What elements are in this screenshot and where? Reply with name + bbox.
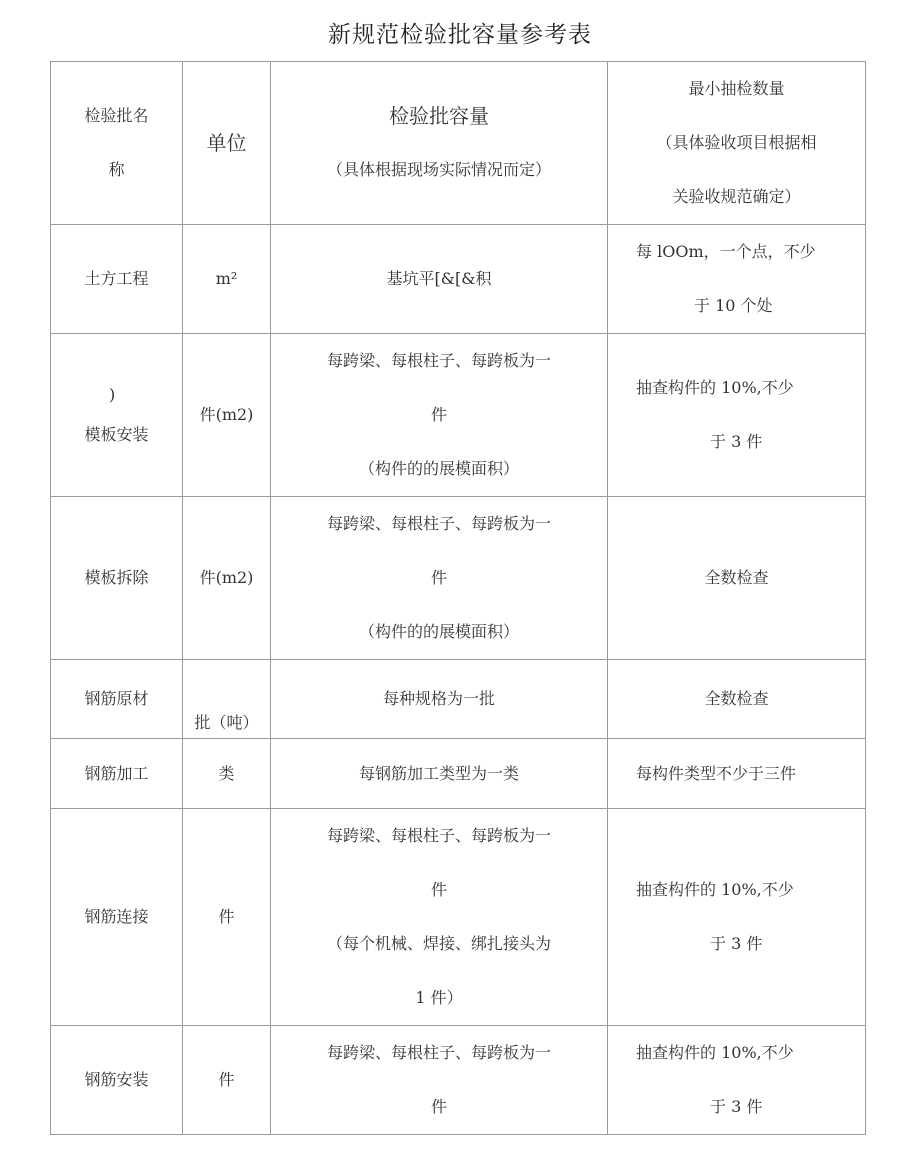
row-capacity-line: 每种规格为一批 [382, 689, 495, 708]
row-sample-line: 于 10 个处 [694, 296, 773, 315]
table-row [51, 1026, 866, 1135]
row-sample-cell [608, 497, 866, 660]
row-capacity-line: 每跨梁、每根柱子、每跨板为一 [326, 826, 551, 845]
row-sample-cell [608, 660, 866, 739]
row-unit-cell: 件(m2) [183, 334, 271, 497]
row-sample-line: 抽查构件的 10%,不少 [636, 880, 794, 899]
row-capacity-line: 每跨梁、每根柱子、每跨板为一 [326, 1043, 551, 1062]
row-sample-line: 于 3 件 [710, 1097, 763, 1116]
row-name-cell [51, 660, 183, 739]
header-name-line: 称 [108, 160, 125, 179]
row-capacity-line: （构件的的展模面积） [358, 622, 519, 641]
row-name-cell [51, 809, 183, 1026]
row-sample-line: 于 3 件 [710, 934, 763, 953]
table-row [51, 809, 866, 1026]
row-capacity-line: 基坑平[&[&积 [386, 269, 492, 288]
header-capacity-note: （具体根据现场实际情况而定） [326, 160, 551, 179]
row-capacity-line: （每个机械、焊接、绑扎接头为 [326, 934, 551, 953]
row-capacity-line: 每跨梁、每根柱子、每跨板为一 [326, 514, 551, 533]
row-name-line: ) [109, 385, 116, 404]
row-name-cell [51, 739, 183, 809]
row-capacity-cell [271, 334, 608, 497]
row-sample-line: 抽查构件的 10%,不少 [636, 378, 794, 397]
row-capacity-cell [271, 225, 608, 334]
row-name-line: 模板拆除 [84, 568, 149, 587]
row-sample-cell [608, 809, 866, 1026]
row-sample-line: 每 lOOm，一个点，不少 [636, 242, 816, 261]
row-unit-cell: m² [183, 225, 271, 334]
row-capacity-cell [271, 1026, 608, 1135]
row-unit-cell: 件(m2) [183, 497, 271, 660]
table-row [51, 739, 866, 809]
row-name-line: 钢筋加工 [84, 763, 149, 783]
header-sample-line: （具体验收项目根据相 [656, 133, 817, 152]
header-sample-line: 关验收规范确定） [672, 187, 801, 206]
table-header-row [51, 62, 866, 225]
row-capacity-line: 件 [430, 405, 447, 424]
row-name-line: 钢筋安装 [84, 1070, 149, 1089]
row-capacity-line: 件 [430, 568, 447, 587]
row-name-cell [51, 334, 183, 497]
capacity-table [50, 61, 866, 1135]
header-sample-cell [608, 62, 866, 225]
header-unit-cell: 单位 [183, 62, 271, 225]
table-row [51, 497, 866, 660]
table-row [51, 660, 866, 739]
row-sample-cell [608, 225, 866, 334]
page-title: 新规范检验批容量参考表 [328, 22, 592, 48]
row-unit-cell [183, 660, 271, 739]
row-name-line: 钢筋连接 [84, 907, 149, 926]
row-sample-line: 每构件类型不少于三件 [636, 763, 797, 783]
row-name-cell [51, 225, 183, 334]
header-sample-line: 最小抽检数量 [688, 79, 785, 98]
row-sample-cell [608, 1026, 866, 1135]
row-capacity-cell [271, 809, 608, 1026]
row-capacity-line: 件 [430, 1097, 447, 1116]
row-unit-cell: 件 [183, 1026, 271, 1135]
table-row [51, 334, 866, 497]
row-unit-cell: 件 [183, 809, 271, 1026]
row-name-line: 土方工程 [84, 269, 149, 288]
row-sample-cell [608, 739, 866, 809]
row-capacity-cell [271, 660, 608, 739]
header-capacity-main: 检验批容量 [389, 104, 489, 128]
table-row [51, 225, 866, 334]
row-sample-cell [608, 334, 866, 497]
header-name-line: 检验批名 [84, 106, 149, 125]
row-name-line: 钢筋原材 [84, 689, 149, 708]
header-name-cell [51, 62, 183, 225]
row-sample-line: 抽查构件的 10%,不少 [636, 1043, 794, 1062]
row-name-cell [51, 1026, 183, 1135]
row-sample-line: 全数检查 [704, 689, 769, 708]
row-capacity-cell [271, 497, 608, 660]
row-sample-line: 全数检查 [704, 568, 769, 587]
row-capacity-line: （构件的的展模面积） [358, 459, 519, 478]
row-capacity-line: 每钢筋加工类型为一类 [358, 763, 519, 783]
row-sample-line: 于 3 件 [710, 432, 763, 451]
row-capacity-cell [271, 739, 608, 809]
row-name-line: 模板安装 [84, 425, 149, 444]
header-capacity-cell [271, 62, 608, 225]
row-capacity-line: 件 [430, 880, 447, 899]
row-unit-text: 批（吨） [194, 713, 259, 732]
row-name-cell [51, 497, 183, 660]
row-unit-cell: 类 [183, 739, 271, 809]
row-capacity-line: 每跨梁、每根柱子、每跨板为一 [326, 351, 551, 370]
row-capacity-line: 1 件） [415, 988, 463, 1007]
